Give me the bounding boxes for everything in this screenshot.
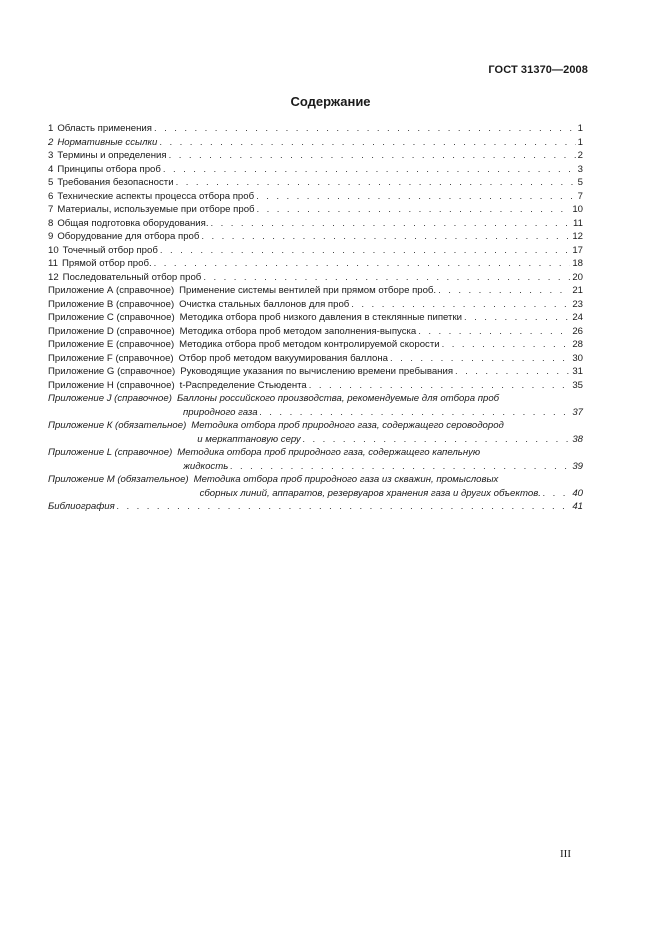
dot-leader xyxy=(169,149,576,163)
dot-leader xyxy=(260,406,571,420)
toc-entry-page: 10 xyxy=(572,204,583,215)
standard-designation: ГОСТ 31370—2008 xyxy=(488,64,588,76)
toc-entry-title: Общая подготовка оборудования. xyxy=(57,217,209,229)
toc-entry-appendix[interactable] xyxy=(48,446,583,473)
dot-leader xyxy=(201,230,570,244)
toc-entry-title-line1: Методика отбора проб природного газа, содержащего капельную xyxy=(177,447,481,458)
toc-entry-appendix[interactable] xyxy=(48,419,583,446)
appendix-label: Приложение F (справочное) xyxy=(48,352,174,364)
toc-entry-section[interactable] xyxy=(48,190,583,204)
toc-entry-section[interactable] xyxy=(48,217,583,231)
appendix-label: Приложение G (справочное) xyxy=(48,366,176,377)
page-title: Содержание xyxy=(290,94,371,109)
table-of-contents xyxy=(48,122,583,514)
dot-leader xyxy=(154,257,571,271)
toc-entry-section[interactable] xyxy=(48,271,583,285)
toc-entry-title-line1: Методика отбора проб природного газа, содержащего сероводород xyxy=(191,420,504,431)
appendix-label: Приложение С (справочное) xyxy=(48,312,175,323)
toc-entry-page: 1 xyxy=(577,136,583,148)
toc-entry-page: 21 xyxy=(572,285,583,296)
dot-leader xyxy=(438,284,570,298)
toc-entry-page: 20 xyxy=(572,271,583,283)
appendix-body xyxy=(177,446,583,473)
toc-entry-page: 5 xyxy=(577,177,583,188)
dot-leader xyxy=(211,217,572,231)
toc-entry-page: 24 xyxy=(572,312,583,323)
toc-entry-section[interactable] xyxy=(48,136,583,150)
dot-leader xyxy=(351,298,570,312)
toc-entry-page: 11 xyxy=(573,217,583,229)
toc-entry-title-line2-row xyxy=(200,487,583,501)
dot-leader xyxy=(418,325,570,339)
sections-list xyxy=(48,122,583,284)
appendix-body xyxy=(191,419,583,446)
toc-entry-section[interactable] xyxy=(48,122,583,136)
toc-entry-section[interactable] xyxy=(48,176,583,190)
toc-entry-section[interactable] xyxy=(48,163,583,177)
dot-leader xyxy=(154,122,576,136)
appendix-label: Приложение D (справочное) xyxy=(48,325,175,337)
toc-entry-title-line1: Методика отбора проб природного газа из скважин, промысловых xyxy=(193,474,499,485)
toc-entry-page: 40 xyxy=(572,487,583,499)
toc-entry-title: Область применения xyxy=(57,123,152,134)
toc-entry-title: Нормативные ссылки xyxy=(57,136,158,148)
toc-entry-title-line2-row xyxy=(183,406,583,420)
page-number: III xyxy=(560,848,571,860)
dot-leader xyxy=(159,136,575,150)
toc-entry-page: 2 xyxy=(577,150,583,161)
toc-entry-title: Термины и определения xyxy=(57,150,167,161)
toc-entry-appendix[interactable] xyxy=(48,473,583,500)
toc-entry-section[interactable] xyxy=(48,149,583,163)
toc-entry-section[interactable] xyxy=(48,203,583,217)
toc-entry-page: 12 xyxy=(572,231,583,242)
appendix-label: Приложение К (обязательное) xyxy=(48,420,187,431)
toc-entry-title: Отбор проб методом вакуумирования баллона xyxy=(178,352,389,364)
toc-entry-page: 31 xyxy=(572,366,583,377)
appendices-list xyxy=(48,284,583,392)
dot-leader xyxy=(303,433,571,447)
dot-leader xyxy=(117,500,571,514)
toc-entry-section[interactable] xyxy=(48,257,583,271)
section-number: 1 xyxy=(48,123,54,134)
toc-entry-title: Очистка стальных баллонов для проб xyxy=(179,298,350,310)
toc-entry-appendix[interactable] xyxy=(48,379,583,393)
toc-entry-page: 28 xyxy=(572,339,583,350)
dot-leader xyxy=(230,460,570,474)
toc-entry-page: 23 xyxy=(572,298,583,310)
toc-entry-page: 30 xyxy=(572,352,583,364)
section-number: 6 xyxy=(48,190,54,202)
section-number: 3 xyxy=(48,150,54,161)
dot-leader xyxy=(464,311,570,325)
toc-entry-title-line2: сборных линий, аппаратов, резервуаров хранения газа и других объектов. xyxy=(199,487,541,499)
appendix-label: Приложение L (справочное) xyxy=(48,447,173,458)
section-number: 4 xyxy=(48,163,54,175)
toc-entry-title-line2: природного газа xyxy=(182,406,258,418)
toc-entry-page: 1 xyxy=(577,123,583,134)
dot-leader xyxy=(442,338,571,352)
dot-leader xyxy=(309,379,571,393)
toc-entry-title: Требования безопасности xyxy=(57,177,174,188)
toc-entry-page: 37 xyxy=(572,406,583,418)
toc-entry-title: Методика отбора проб низкого давления в стеклянные пипетки xyxy=(179,312,463,323)
toc-entry-title: Материалы, используемые при отборе проб xyxy=(57,204,255,215)
toc-entry-title: Последовательный отбор проб xyxy=(62,271,202,283)
toc-entry-title: Библиография xyxy=(48,501,115,512)
dot-leader xyxy=(256,190,576,204)
section-number: 8 xyxy=(48,217,54,229)
dot-leader xyxy=(176,176,576,190)
toc-entry-appendix[interactable] xyxy=(48,365,583,379)
toc-entry-appendix[interactable] xyxy=(48,298,583,312)
toc-entry-appendix[interactable] xyxy=(48,284,583,298)
dot-leader xyxy=(455,365,570,379)
toc-entry-bibliography[interactable] xyxy=(48,500,583,514)
appendix-body xyxy=(194,473,583,500)
toc-entry-title: Методика отбора проб методом заполнения-выпуска xyxy=(179,325,417,337)
toc-entry-page: 17 xyxy=(572,244,583,256)
toc-entry-page: 41 xyxy=(572,501,583,512)
dot-leader xyxy=(257,203,571,217)
appendix-label: Приложение Н (справочное) xyxy=(48,379,175,391)
toc-entry-title-line2: и меркаптановую серу xyxy=(197,433,301,445)
dot-leader xyxy=(203,271,570,285)
toc-entry-page: 35 xyxy=(572,379,583,391)
section-number: 5 xyxy=(48,177,54,188)
toc-entry-appendix[interactable] xyxy=(48,392,583,419)
dot-leader xyxy=(160,244,570,258)
appendix-label: Приложение В (справочное) xyxy=(48,298,175,310)
section-number: 11 xyxy=(48,258,58,269)
toc-entry-page: 26 xyxy=(572,325,583,337)
toc-entry-page: 3 xyxy=(577,163,583,175)
appendix-label: Приложение М (обязательное) xyxy=(48,474,189,485)
toc-entry-title: Точечный отбор проб xyxy=(62,244,158,256)
section-number: 10 xyxy=(48,244,59,256)
toc-entry-section[interactable] xyxy=(48,230,583,244)
toc-entry-title-line2-row xyxy=(183,460,583,474)
toc-entry-title-line2-row xyxy=(197,433,583,447)
toc-entry-title: Руководящие указания по вычислению времени пребывания xyxy=(180,366,454,377)
appendix-label: Приложение Е (справочное) xyxy=(48,339,175,350)
toc-entry-title-line1: Баллоны российского производства, рекомендуемые для отбора проб xyxy=(176,393,500,404)
toc-entry-title-line2: жидкость xyxy=(183,460,229,472)
toc-entry-appendix[interactable] xyxy=(48,325,583,339)
toc-entry-appendix[interactable] xyxy=(48,352,583,366)
toc-entry-title: Технические аспекты процесса отбора проб xyxy=(57,190,255,202)
toc-entry-title: Принципы отбора проб xyxy=(57,163,161,175)
toc-entry-title: Методика отбора проб методом контролируемой скорости xyxy=(179,339,440,350)
section-number: 7 xyxy=(48,204,54,215)
appendix-label: Приложение J (справочное) xyxy=(48,393,172,404)
section-number: 9 xyxy=(48,231,54,242)
toc-entry-page: 38 xyxy=(572,433,583,445)
toc-entry-appendix[interactable] xyxy=(48,311,583,325)
toc-entry-section[interactable] xyxy=(48,244,583,258)
toc-entry-page: 39 xyxy=(572,460,583,472)
appendix-label: Приложение А (справочное) xyxy=(48,285,175,296)
toc-entry-appendix[interactable] xyxy=(48,338,583,352)
section-number: 2 xyxy=(48,136,54,148)
toc-entry-page: 18 xyxy=(572,258,583,269)
appendices-multiline-list xyxy=(48,392,583,500)
toc-entry-page: 7 xyxy=(577,190,583,202)
toc-entry-title: Оборудование для отбора проб xyxy=(57,231,200,242)
toc-entry-title: Прямой отбор проб. xyxy=(61,258,152,269)
dot-leader xyxy=(390,352,570,366)
toc-entry-title: t-Распределение Стьюдента xyxy=(179,379,307,391)
dot-leader xyxy=(163,163,576,177)
toc-entry-title: Применение системы вентилей при прямом отборе проб. xyxy=(179,285,437,296)
appendix-body xyxy=(177,392,583,419)
section-number: 12 xyxy=(48,271,59,283)
dot-leader xyxy=(543,487,570,501)
